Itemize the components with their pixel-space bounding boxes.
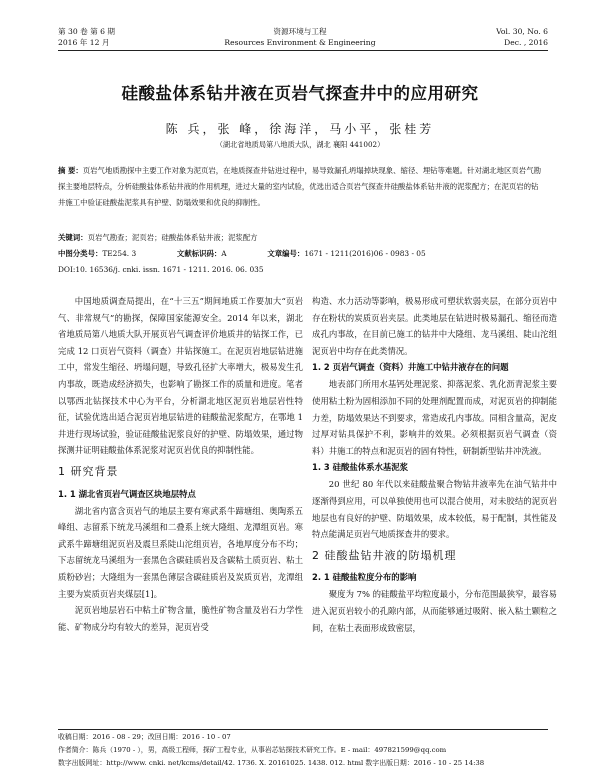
paper-affiliation: （湖北省地质局第八地质大队，湖北 襄阳 441002） xyxy=(215,140,385,149)
article-id-value: 1671 - 1211(2016)06 - 0983 - 05 xyxy=(304,249,426,258)
keywords xyxy=(58,232,544,244)
header-volume: 第 30 卷 第 6 期 xyxy=(58,27,115,36)
header-date-en: Dec. , 2016 xyxy=(504,38,548,47)
section-1-2-paragraph: 地表部门所用水基钙处理泥浆、抑落泥浆、乳化沥青泥浆主要使用粘土粉为固相添加不同的处理剂配置而成，对泥页岩的抑制能力差，防塌效果达不到要求，常造成孔内事故。同相含量高，泥皮过厚对钻具保护不利，影响井的效果。必须根据页岩气调查（资料）井施工的特点和泥页岩的固有特性，研制新型钻井冲洗液。 xyxy=(312,379,557,456)
intro-paragraph: 中国地质调查局提出，在“十三五”期间地质工作要加大“页岩气、非常规气”的勘探，保障国家能源安全。2014 年以来，湖北省地质局第八地质大队开展页岩气调查评价地质井的钻探工作，已完成 12 口页岩气资料（调查）井钻探施工。在泥页岩地层钻进施工中，常发生缩径、坍塌问题，导致孔径扩大率增大，极易发生孔内事故，既造成经济损失，也影响了勘探工作的质量和进度。笔者以鄂西北钻探技术中心为平台，分析湖北地区泥页岩地层岩性特征，试验优选出适合泥页岩地层钻进的硅酸盐泥浆配方，在鄂地 1 井进行现场试验，验证硅酸盐泥浆良好的护壁、防塌效果，通过物探测井证明硅酸盐体系泥浆对泥页岩优良的抑制性能。 xyxy=(58,296,303,456)
abstract-label: 摘 要： xyxy=(58,166,83,175)
header-rule xyxy=(58,50,548,51)
footnote-received: 收稿日期：2016 - 08 - 29；改回日期：2016 - 10 - 07 xyxy=(58,733,231,741)
section-1-heading: 1 研究背景 xyxy=(58,464,119,478)
classification-line xyxy=(58,248,548,260)
section-1-1-paragraph-2: 泥页岩地层岩石中粘土矿物含量，脆性矿物含量及岩石力学性能、矿物成分均有较大的差异，泥页岩受 xyxy=(58,605,303,632)
article-id-label: 文章编号： xyxy=(267,249,305,258)
section-2-heading: 2 硅酸盐钻井液的防塌机理 xyxy=(312,548,457,562)
section-2-1-paragraph: 聚度为 7% 的硅酸盐平均粒度最小，分布范围最狭窄，最容易进入泥页岩较小的孔隙内部，从而能够通过吸附、嵌入粘土颗粒之间，在粘土表面形成致密层， xyxy=(312,589,557,633)
paper-authors: 陈 兵，张 峰，徐海洋，马小平，张桂芳 xyxy=(165,122,435,136)
left-column xyxy=(58,293,303,635)
doc-code-value: A xyxy=(221,249,227,258)
section-1-3-paragraph: 20 世纪 80 年代以来硅酸盐聚合物钻井液率先在油气钻井中逐渐得到应用，可以单独使用也可以混合使用，对未胶结的泥页岩地层也有良好的护壁、防塌效果，成本较低，易于配制，其性能及特点能满足页岩气地质探查井的要求。 xyxy=(312,479,557,540)
footnote-rule xyxy=(58,729,548,730)
right-column xyxy=(312,293,557,636)
header-journal-en: Resources Environment & Engineering xyxy=(224,38,376,47)
keywords-text: 页岩气勘查；泥页岩；硅酸盐体系钻井液；泥浆配方 xyxy=(87,233,258,242)
footnote-publication: 数字出版网址：http://www. cnki. net/kcms/detail/42. 1736. X. 20161025. 1438. 012. html 数字出版日期：2016 - 10 - 25 14:38 xyxy=(58,759,485,767)
section-1-2-heading: 1. 2 页岩气调查（资料）井施工中钻井液存在的问题 xyxy=(312,362,509,373)
section-2-1-heading: 2. 1 硅酸盐粒度分布的影响 xyxy=(312,572,417,583)
footnote-author: 作者简介：陈兵（1970 - ），男，高级工程师，探矿工程专业，从事岩芯钻探技术研究工作。E - mail：497821599@qq.com xyxy=(58,746,447,754)
header-volume-en: Vol. 30, No. 6 xyxy=(496,27,548,36)
keywords-label: 关键词： xyxy=(58,233,88,242)
section-1-1-heading: 1. 1 湖北省页岩气调查区块地层特点 xyxy=(58,488,196,499)
doi-line: DOI:10. 16536/j. cnki. issn. 1671 - 1211. 2016. 06. 035 xyxy=(58,265,264,274)
clc-value: TE254. 3 xyxy=(102,249,137,258)
abstract xyxy=(58,163,544,210)
doc-code-label: 文献标识码： xyxy=(176,249,222,258)
continued-paragraph: 构造、水力活动等影响，极易形成可塑状软弱夹层，在部分页岩中存在粉状的炭质页岩夹层。此类地层在钻进时极易漏孔、缩径而造成孔内事故，在目前已施工的钻井中大隆组、龙马溪组、陡山沱组泥页岩中均存在此类情况。 xyxy=(312,296,557,356)
header-date: 2016 年 12 月 xyxy=(58,38,110,47)
clc-label: 中图分类号： xyxy=(58,249,103,258)
header-journal-cn: 资源环境与工程 xyxy=(273,27,327,36)
abstract-text: 页岩气地质勘探中主要工作对象为泥页岩，在地质探查井钻进过程中，易导致漏孔坍塌掉块现象、缩径、埋钻等难题。针对湖北地区页岩气勘探主要地层特点，分析硅酸盐体系钻井液的作用机理，进过大量的室内试验，优选出适合页岩气探查井硅酸盐体系钻井液的泥浆配方；在泥页岩的钻井施工中验证硅酸盐泥浆具有护壁、防塌效果和优良的抑制性。 xyxy=(58,166,541,207)
paper-title: 硅酸盐体系钻井液在页岩气探查井中的应用研究 xyxy=(121,84,479,103)
section-1-1-paragraph-1: 湖北省内富含页岩气的地层主要有寒武系牛蹄塘组、奥陶系五峰组、志留系下统龙马溪组和二叠系上统大隆组、龙潭组页岩。寒武系牛蹄塘组泥页岩及震旦系陡山沱组页岩，各地厚度分布不均；下志留统龙马溪组为一套黑色含碳硅质岩及含碳粘土质页岩、粘土质粉砂岩；大隆组为一套黑色薄层含碳硅质岩及炭质页岩，龙潭组主要为炭质页岩夹煤层[1]。 xyxy=(58,505,303,599)
section-1-3-heading: 1. 3 硅酸盐体系水基泥浆 xyxy=(312,462,409,473)
